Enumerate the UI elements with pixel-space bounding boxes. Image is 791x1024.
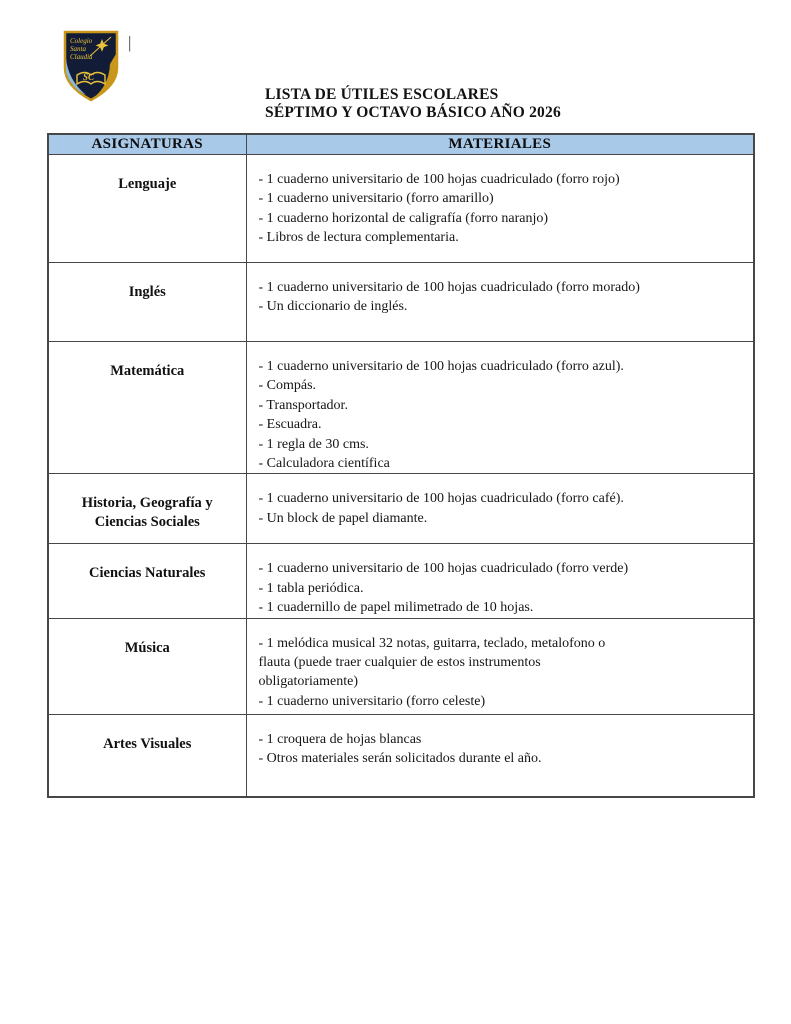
material-line: - 1 cuaderno universitario de 100 hojas cuadriculado (forro verde) (258, 561, 629, 577)
subject-cell: Inglés (48, 263, 246, 342)
materials-cell (246, 474, 754, 544)
materials-cell (246, 618, 754, 714)
material-line: - Un block de papel diamante. (258, 510, 428, 526)
materials-cell (246, 263, 754, 342)
table-row (48, 714, 754, 797)
subject-cell: Historia, Geografía y Ciencias Sociales (48, 474, 246, 544)
logo-name-line3: Claudia (70, 53, 93, 61)
material-line: - 1 cuaderno universitario (forro celeste) (258, 693, 486, 709)
materials-cell (246, 714, 754, 797)
column-header-materiales: MATERIALES (246, 134, 754, 155)
supplies-table (47, 133, 755, 798)
material-line: - Compás. (258, 378, 317, 394)
subject-cell: Matemática (48, 342, 246, 474)
material-line: - 1 cuaderno universitario (forro amarillo) (258, 191, 494, 207)
table-row (48, 263, 754, 342)
shield-logo-icon (62, 30, 120, 102)
subject-cell: Artes Visuales (48, 714, 246, 797)
subject-cell: Ciencias Naturales (48, 544, 246, 618)
table-row (48, 342, 754, 474)
material-line: - Un diccionario de inglés. (258, 299, 408, 315)
material-line: - Escuadra. (258, 417, 322, 433)
material-line: - Transportador. (258, 397, 348, 413)
document-title-line2: SÉPTIMO Y OCTAVO BÁSICO AÑO 2026 (265, 103, 561, 121)
materials-cell (246, 155, 754, 263)
table-row (48, 618, 754, 714)
table-header-row (48, 134, 754, 155)
material-line: - Calculadora científica (258, 456, 390, 472)
material-line: - 1 melódica musical 32 notas, guitarra, teclado, metalofono o (258, 635, 606, 651)
material-line: - 1 cuaderno universitario de 100 hojas cuadriculado (forro azul). (258, 359, 624, 374)
material-line: flauta (puede traer cualquier de estos instrumentos (258, 655, 541, 671)
material-line: - 1 cuaderno universitario de 100 hojas cuadriculado (forro morado) (258, 280, 640, 295)
logo-name-line2: Santa (70, 45, 86, 53)
table-row (48, 544, 754, 618)
column-header-asignaturas: ASIGNATURAS (48, 134, 246, 155)
table-row (48, 474, 754, 544)
logo-name-line1: Colegio (70, 37, 93, 45)
material-line: - 1 cuadernillo de papel milimetrado de 10 hojas. (258, 600, 534, 616)
material-line: - 1 cuaderno universitario de 100 hojas cuadriculado (forro rojo) (258, 172, 620, 187)
material-line: - 1 cuaderno horizontal de caligrafía (forro naranjo) (258, 210, 549, 226)
document-title-line1: LISTA DE ÚTILES ESCOLARES (265, 86, 499, 103)
table-row (48, 155, 754, 263)
divider-mark: | (128, 33, 132, 52)
subject-cell: Lenguaje (48, 155, 246, 263)
material-line: - 1 tabla periódica. (258, 580, 364, 596)
subject-cell: Música (48, 618, 246, 714)
material-line: - 1 croquera de hojas blancas (258, 731, 422, 747)
material-line: - 1 cuaderno universitario de 100 hojas cuadriculado (forro café). (258, 491, 624, 507)
material-line: obligatoriamente) (258, 674, 359, 690)
material-line: - Libros de lectura complementaria. (258, 230, 459, 246)
materials-cell (246, 544, 754, 618)
document-title (265, 86, 561, 121)
material-line: - Otros materiales serán solicitados durante el año. (258, 751, 542, 767)
material-line: - 1 regla de 30 cms. (258, 436, 369, 452)
logo-monogram: SC (83, 72, 95, 82)
materials-cell (246, 342, 754, 474)
school-logo (62, 30, 120, 102)
